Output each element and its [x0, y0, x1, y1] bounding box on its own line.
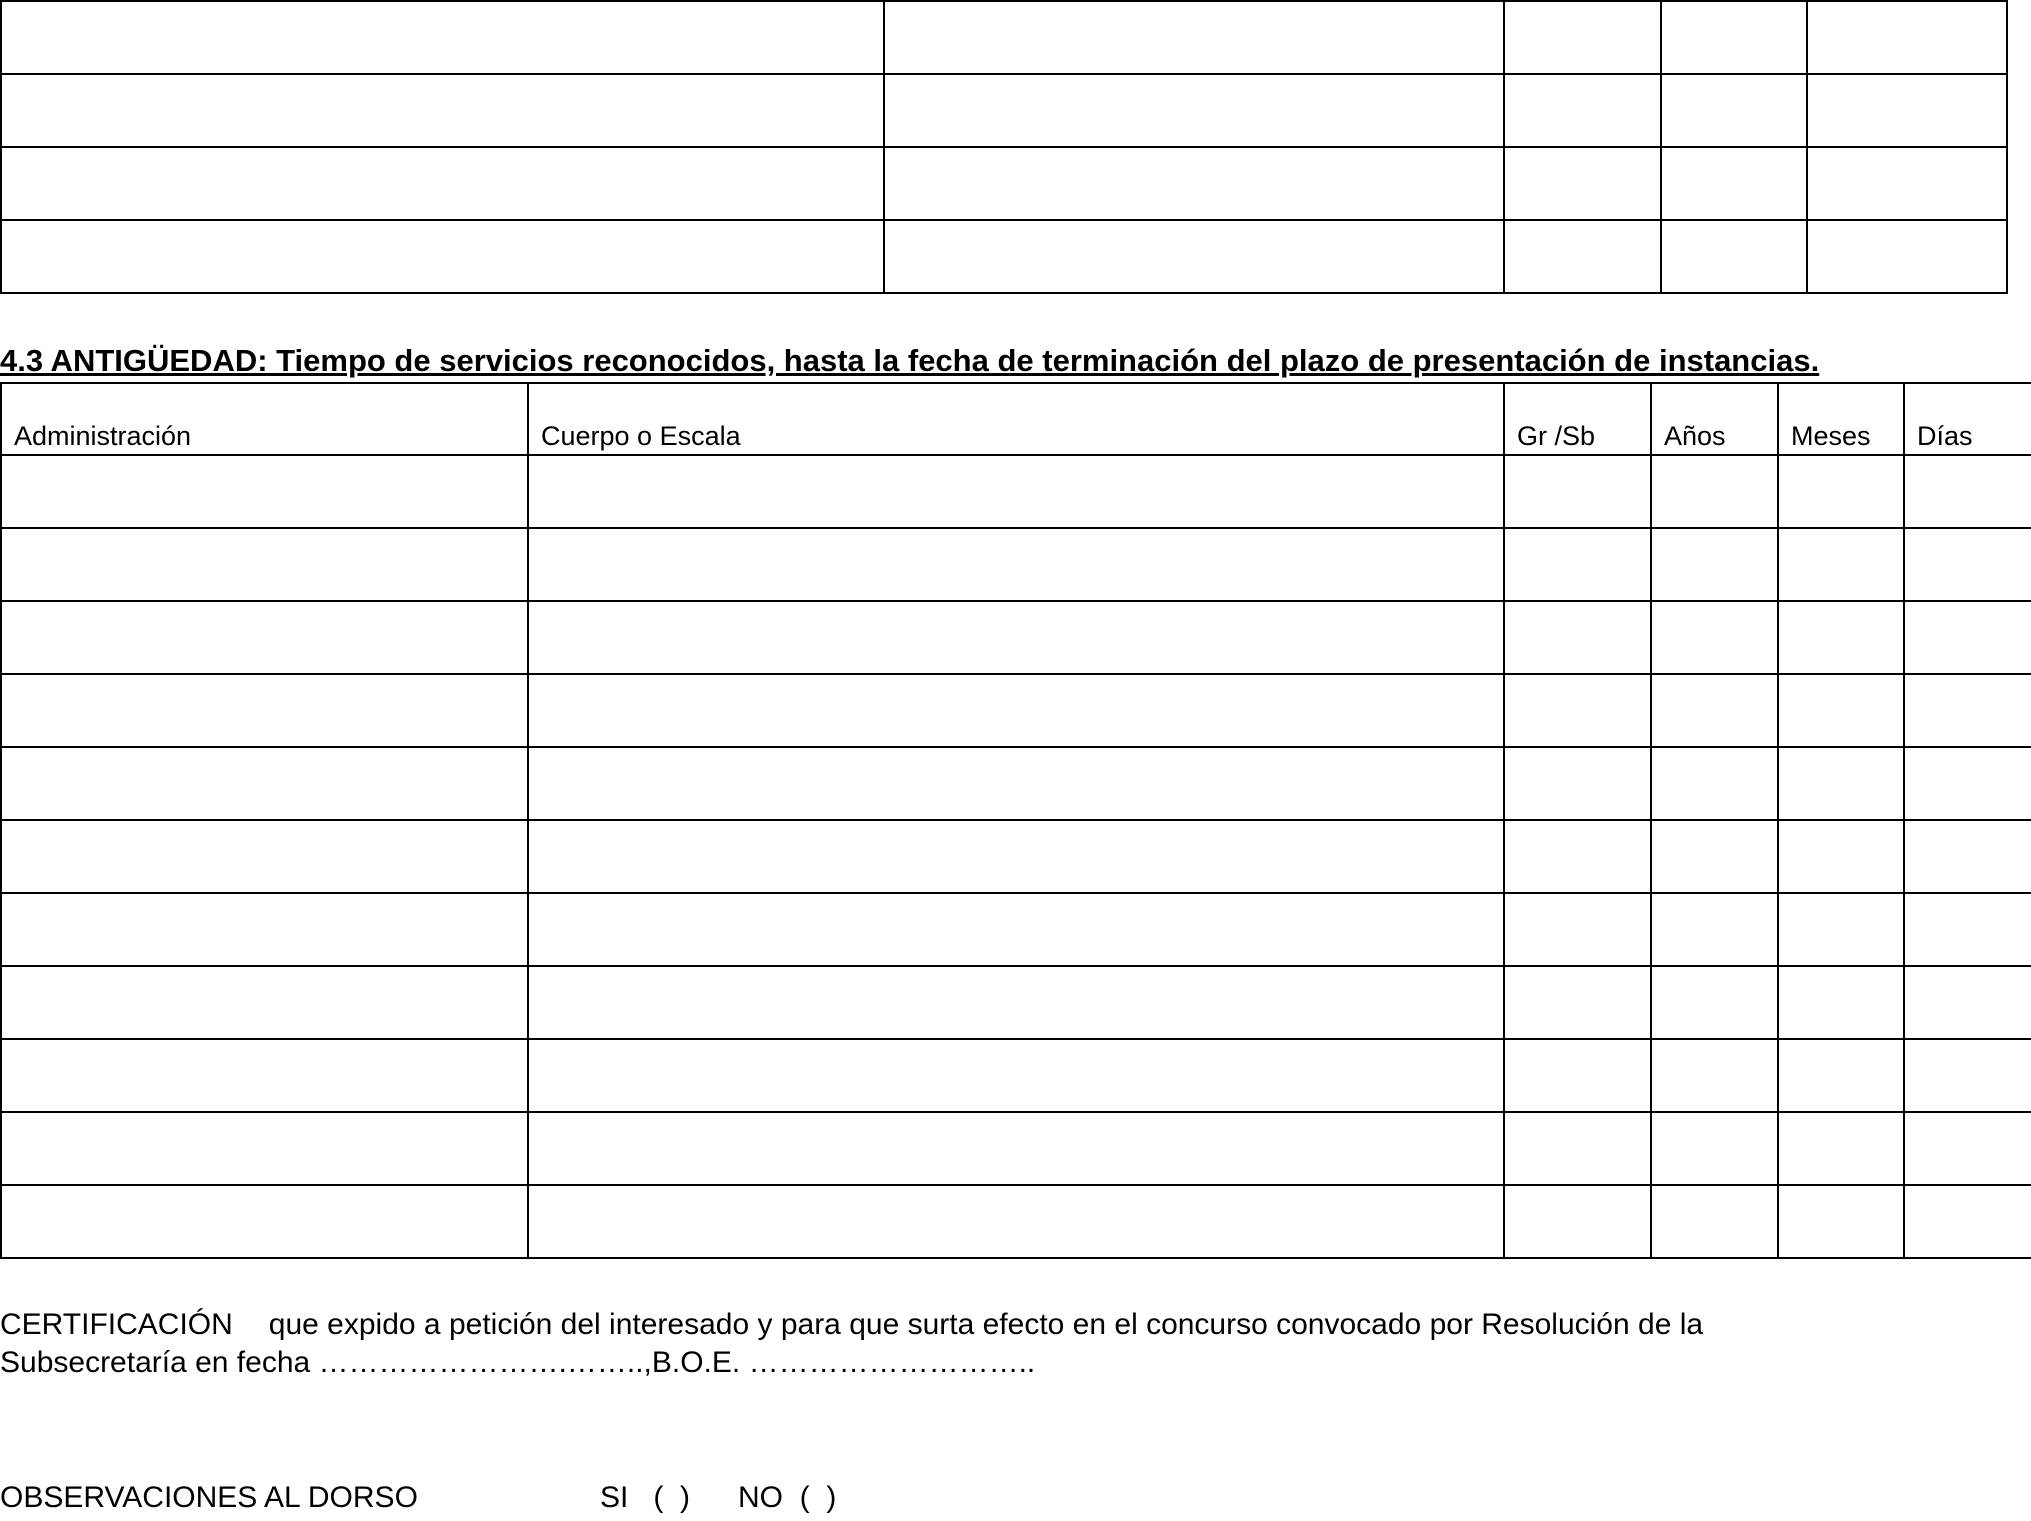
- antiguedad-row: [1, 1039, 2031, 1112]
- empty-cell[interactable]: [1, 747, 528, 820]
- empty-cell[interactable]: [528, 747, 1504, 820]
- empty-cell[interactable]: [1, 966, 528, 1039]
- antiguedad-row: [1, 528, 2031, 601]
- antiguedad-row: [1, 601, 2031, 674]
- empty-cell[interactable]: [1778, 1185, 1904, 1258]
- empty-cell[interactable]: [1, 893, 528, 966]
- empty-cell[interactable]: [1, 528, 528, 601]
- antiguedad-row: [1, 893, 2031, 966]
- antiguedad-row: [1, 966, 2031, 1039]
- observaciones-si-option[interactable]: SI ( ): [600, 1481, 690, 1514]
- antiguedad-row: [1, 455, 2031, 528]
- antiguedad-row: [1, 1112, 2031, 1185]
- empty-cell[interactable]: [1504, 1112, 1651, 1185]
- empty-cell[interactable]: [528, 893, 1504, 966]
- empty-cell[interactable]: [1904, 966, 2031, 1039]
- empty-cell[interactable]: [1504, 674, 1651, 747]
- previous-section-row: [1, 220, 2007, 293]
- observaciones-line: [0, 1481, 836, 1515]
- empty-cell[interactable]: [1778, 747, 1904, 820]
- empty-cell[interactable]: [1504, 601, 1651, 674]
- empty-cell[interactable]: [1651, 674, 1778, 747]
- header-administracion: Administración: [1, 383, 528, 455]
- empty-cell[interactable]: [528, 966, 1504, 1039]
- empty-cell[interactable]: [1651, 966, 1778, 1039]
- empty-cell[interactable]: [1651, 747, 1778, 820]
- empty-cell[interactable]: [1904, 1112, 2031, 1185]
- empty-cell[interactable]: [1, 601, 528, 674]
- empty-cell[interactable]: [1651, 601, 1778, 674]
- empty-cell[interactable]: [1778, 601, 1904, 674]
- header-cuerpo-escala: Cuerpo o Escala: [528, 383, 1504, 455]
- empty-cell[interactable]: [884, 74, 1504, 147]
- empty-cell[interactable]: [1, 1112, 528, 1185]
- empty-cell[interactable]: [1651, 528, 1778, 601]
- empty-cell[interactable]: [1651, 893, 1778, 966]
- empty-cell[interactable]: [1778, 1112, 1904, 1185]
- empty-cell[interactable]: [1651, 1185, 1778, 1258]
- previous-section-row: [1, 1, 2007, 74]
- empty-cell[interactable]: [1904, 455, 2031, 528]
- empty-cell[interactable]: [1, 1185, 528, 1258]
- empty-cell[interactable]: [528, 820, 1504, 893]
- empty-cell[interactable]: [1661, 1, 1807, 74]
- empty-cell[interactable]: [1504, 528, 1651, 601]
- empty-cell[interactable]: [1807, 220, 2007, 293]
- empty-cell[interactable]: [1904, 747, 2031, 820]
- previous-section-row: [1, 74, 2007, 147]
- header-anos: Años: [1651, 383, 1778, 455]
- empty-cell[interactable]: [1651, 1039, 1778, 1112]
- observaciones-label: OBSERVACIONES AL DORSO: [0, 1481, 418, 1514]
- empty-cell[interactable]: [528, 601, 1504, 674]
- empty-cell[interactable]: [1778, 455, 1904, 528]
- header-meses: Meses: [1778, 383, 1904, 455]
- empty-cell[interactable]: [1651, 1112, 1778, 1185]
- empty-cell[interactable]: [528, 1185, 1504, 1258]
- empty-cell[interactable]: [1504, 1185, 1651, 1258]
- observaciones-no-option[interactable]: NO ( ): [738, 1481, 837, 1514]
- empty-cell[interactable]: [884, 147, 1504, 220]
- empty-cell[interactable]: [1778, 528, 1904, 601]
- empty-cell[interactable]: [1504, 74, 1661, 147]
- empty-cell[interactable]: [528, 1039, 1504, 1112]
- empty-cell[interactable]: [884, 1, 1504, 74]
- empty-cell[interactable]: [1, 455, 528, 528]
- empty-cell[interactable]: [528, 455, 1504, 528]
- empty-cell[interactable]: [528, 1112, 1504, 1185]
- empty-cell[interactable]: [1, 74, 884, 147]
- empty-cell[interactable]: [1778, 1039, 1904, 1112]
- antiguedad-row: [1, 674, 2031, 747]
- antiguedad-table-body: [1, 455, 2031, 1258]
- certificacion-text-line2: Subsecretaría en fecha …………………….……..,B.O.E. ………………………..: [0, 1346, 1036, 1379]
- previous-section-table: [0, 0, 2008, 294]
- empty-cell[interactable]: [1, 220, 884, 293]
- empty-cell[interactable]: [1778, 966, 1904, 1039]
- empty-cell[interactable]: [1661, 147, 1807, 220]
- empty-cell[interactable]: [1807, 74, 2007, 147]
- empty-cell[interactable]: [1778, 820, 1904, 893]
- empty-cell[interactable]: [1504, 1, 1661, 74]
- empty-cell[interactable]: [1504, 220, 1661, 293]
- empty-cell[interactable]: [1807, 1, 2007, 74]
- previous-section-row: [1, 147, 2007, 220]
- antiguedad-row: [1, 1185, 2031, 1258]
- empty-cell[interactable]: [1, 1, 884, 74]
- empty-cell[interactable]: [1661, 220, 1807, 293]
- section-heading: 4.3 ANTIGÜEDAD: Tiempo de servicios reconocidos, hasta la fecha de terminación del plazo de presentación de instancias.: [0, 343, 1820, 378]
- empty-cell[interactable]: [1, 674, 528, 747]
- empty-cell[interactable]: [1807, 147, 2007, 220]
- empty-cell[interactable]: [1504, 455, 1651, 528]
- empty-cell[interactable]: [1904, 1039, 2031, 1112]
- previous-section-table-body: [1, 1, 2007, 293]
- empty-cell[interactable]: [1, 820, 528, 893]
- empty-cell[interactable]: [528, 674, 1504, 747]
- empty-cell[interactable]: [1504, 747, 1651, 820]
- empty-cell[interactable]: [1778, 674, 1904, 747]
- empty-cell[interactable]: [1904, 674, 2031, 747]
- antiguedad-row: [1, 747, 2031, 820]
- certificacion-text-line1: que expido a petición del interesado y para que surta efecto en el concurso convocado por Resolución de la: [268, 1308, 1704, 1341]
- certificacion-label: CERTIFICACIÓN: [0, 1308, 233, 1341]
- certificacion-paragraph: [0, 1306, 2000, 1382]
- empty-cell[interactable]: [1904, 820, 2031, 893]
- antiguedad-table: [0, 382, 2031, 1259]
- header-dias: Días: [1904, 383, 2031, 455]
- empty-cell[interactable]: [1504, 893, 1651, 966]
- empty-cell[interactable]: [1651, 455, 1778, 528]
- empty-cell[interactable]: [1778, 893, 1904, 966]
- empty-cell[interactable]: [1651, 820, 1778, 893]
- header-grupo-subgrupo: Gr /Sb: [1504, 383, 1651, 455]
- empty-cell[interactable]: [528, 528, 1504, 601]
- empty-cell[interactable]: [1, 147, 884, 220]
- empty-cell[interactable]: [1, 1039, 528, 1112]
- antiguedad-row: [1, 820, 2031, 893]
- antiguedad-table-header-row: [1, 383, 2031, 455]
- empty-cell[interactable]: [1904, 893, 2031, 966]
- empty-cell[interactable]: [884, 220, 1504, 293]
- empty-cell[interactable]: [1904, 1185, 2031, 1258]
- empty-cell[interactable]: [1904, 528, 2031, 601]
- empty-cell[interactable]: [1504, 147, 1661, 220]
- empty-cell[interactable]: [1504, 1039, 1651, 1112]
- empty-cell[interactable]: [1504, 966, 1651, 1039]
- empty-cell[interactable]: [1661, 74, 1807, 147]
- empty-cell[interactable]: [1904, 601, 2031, 674]
- empty-cell[interactable]: [1504, 820, 1651, 893]
